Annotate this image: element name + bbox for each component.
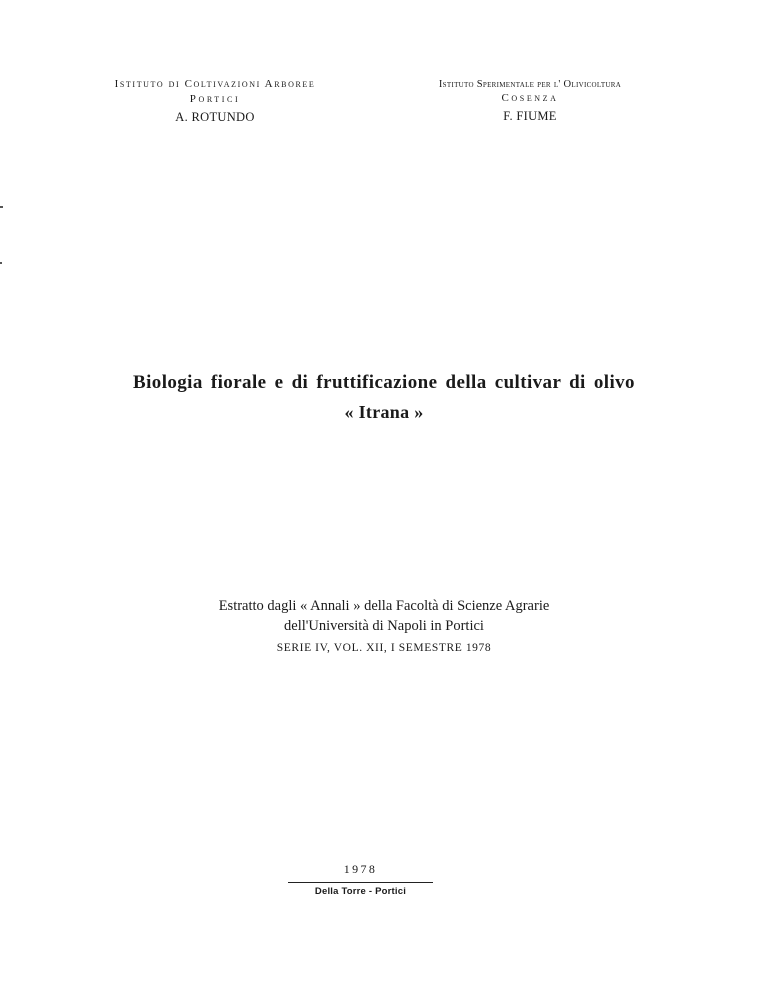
publication-year: 1978 — [343, 862, 378, 876]
imprint-rule — [288, 882, 433, 883]
extract-university-line: dell'Università di Napoli in Portici — [284, 618, 484, 634]
publisher: Della Torre - Portici — [314, 886, 407, 897]
left-institution-block — [70, 78, 360, 125]
imprint — [288, 862, 433, 897]
right-institution-name: Istituto Sperimentale per l' Olivicoltura — [438, 79, 622, 90]
right-institution-block — [385, 78, 675, 125]
series-volume-line: SERIE IV, VOL. XII, I SEMESTRE 1978 — [276, 642, 492, 654]
right-author: F. FIUME — [503, 108, 557, 123]
extract-info — [0, 596, 768, 658]
margin-speck — [0, 262, 2, 264]
left-institution-city: Portici — [189, 92, 241, 105]
margin-speck — [0, 206, 3, 208]
right-institution-city: Cosenza — [501, 92, 559, 105]
extract-source-line: Estratto dagli « Annali » della Facoltà di Scienze Agrarie — [218, 598, 550, 614]
left-institution-name: Istituto di Coltivazioni Arboree — [114, 78, 316, 90]
document-title: Biologia fiorale e di fruttificazione della cultivar di olivo — [133, 372, 635, 393]
left-author: A. ROTUNDO — [175, 109, 255, 124]
document-title-subject: « Itrana » — [344, 402, 424, 422]
